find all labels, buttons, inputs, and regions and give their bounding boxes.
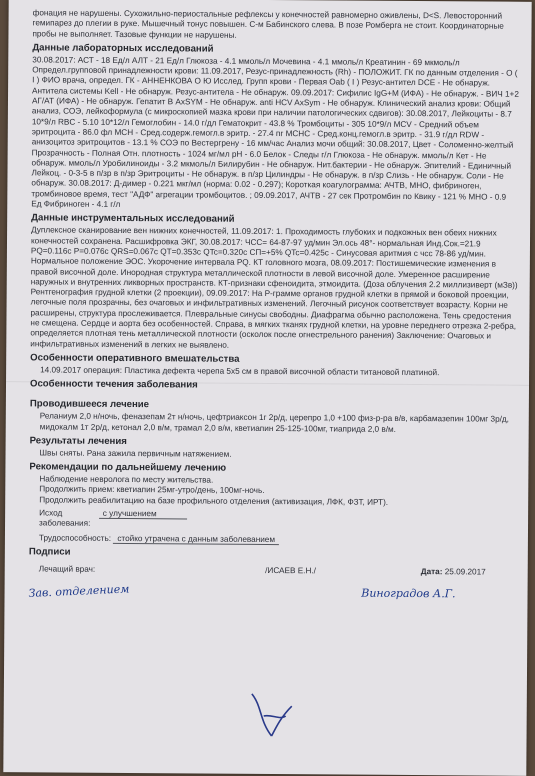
outcome-label: Исход [39,508,63,518]
signature-scribble-icon [241,686,301,746]
doctor-label: Лечащий врач: [38,564,96,574]
recommend-line: Продолжить реабилитацию на базе профильного отделения (активизация, ЛФК, ФЗТ, ИРТ). [39,495,389,507]
work-label: Трудоспособность: [38,532,112,543]
doctor-name: /ИСАЕВ Е.Н./ [265,565,316,576]
intro-paragraph: фонация не нарушены. Сухожильно-периостальные рефлексы у конечностей равномерно оживлены, D<S. Левосторонний гемипарез до плегии в руке. Мышечный тонус повышен. С-м Бабинского слева. В позе Ромберга не стоит. Координаторные пробы не выполняет. Тазовые функции не нарушены. [32,8,504,40]
head-signature-row [28,582,516,601]
instr-title: Данные инструментальных исследований [31,212,235,226]
head-handwritten-name: Виноградов А.Г. [361,586,456,601]
outcome-value: с улучшением [99,509,187,520]
course-title: Особенности течения заболевания [29,378,198,391]
recommend-line: Продолжить прием: кветиапин 25мг-утро/день, 100мг-ночь. [39,484,265,496]
date-block [421,567,486,578]
date-value: 25.09.2017 [444,567,486,577]
recommend-line: Наблюдение невролога по месту жительства. [39,474,214,485]
doctor-signature-row [29,564,516,578]
recommend-title: Рекомендации по дальнейшему лечению [29,461,227,474]
work-row [29,533,516,547]
results-title: Результаты лечения [29,435,127,447]
date-label: Дата: [420,566,443,577]
outcome-row [29,508,516,532]
document-page [3,0,531,776]
treatment-text: Реланиум 2,0 н/ночь, феназепам 2т н/ночь, цефтриаксон 1г 2р/д, церепро 1,0 +100 физ-р-ра в/в, карбамазепин 100мг 3р/д, мидокалм 1т 2р/д, кетонал 2,0 в/м, трамал 2,0 в/м, кветиапин 25-125-100мг, тиаприда 2,0 в/м. [39,411,509,434]
lab-title: Данные лабораторных исследований [32,42,214,55]
surgery-text: 14.09.2017 операция: Пластика дефекта черепа 5х5 см в правой височной области титановой платиной. [40,365,440,378]
document-content [5,0,532,600]
results-text: Швы сняты. Рана зажила первичным натяжением. [39,448,232,459]
signatures-title: Подписи [28,546,71,558]
instr-text: Дуплексное сканирование вен нижних конечностей, 11.09.2017: 1. Проходимость глубоких и подкожных вен обеих нижних конечностей сохранена. Расшифровка ЭКГ, 30.08.2017: ЧСС= 64-87-97 уд/мин Эл.ось 48°- нормальная Инд.Сок.=21.9 PQ=0.116с P=0.076с QRS=0.067с QT=0.353с QTc=0.320с СП=+5% QTc=0.425с - Синусовая аритмия с чсс 78-86 уд/мин. Нормальное положение ЭОС. Укорочение интервала PQ. КТ головного мозга, 08.09.2017: Постишемические изменения в правой височной доле. Инородная структура металлической плотности в левой височной доле. Умеренное расширение наружных и внутренних ликворных пространств. КТ-признаки сфеноидита, этмоидита. (Доза облучения 2.2 миллизиверт (мЗв)) Рентгенография грудной клетки (2 проекции), 09.09.2017: На Р-грамме органов грудной клетки в прямой и боковой проекции, легочные поля прозрачны, без очаговых и инфильтративных изменений. Легочный рисунок соответствует возрасту. Корни не расширены, структура прослеживается. Плевральные синусы свободны. Диафрагма обычно расположена. Тень средостения не смещена. Сердце и аорта без особенностей. Справа, в мягких тканях грудной клетки, на уровне переднего отрезка 2-ребра, определяется плотная тень металлической плотности (осколок после огнестрельного ранения) Заключение: Очаговых и инфильтративных изменений в легких не выявлено. [30,225,518,350]
head-handwritten-label: Зав. отделением [28,582,130,601]
work-value: стойко утрачена с данным заболеванием [113,534,279,545]
lab-text: 30.08.2017: АСТ - 18 Ед/л АЛТ - 21 Ед/л Глюкоза - 4.1 ммоль/л Мочевина - 4.1 ммоль/л Креатинин - 69 мкмоль/л Определ.групповой принадлежности крови: 11.09.2017, Резус-принадлежность (Rh) - ПОЛОЖИТ. ГК по данным отделения - О ( I ) ФИО врача, определ. ГК - АННЕНКОВА О Ю Исслед. Групп крови - Первая Oab ( I ) Резус-антител DCE - Не обнаруж. Антитела системы Kell - Не обнаруж. Резус-антитела - Не обнаруж. 09.09.2017: Сифилис IgG+M (ИФА) - Не обнаруж. - ВИЧ 1+2 АГ/АТ (ИФА) - Не обнаруж. Гепатит В AxSYM - Не обнаруж. anti HCV AxSym - Не обнаруж. Клинический анализ крови: Общий анализ, СОЭ, лейкоформула (с микроскопией мазка крови при наличии патологических сдвигов): 30.08.2017, Лейкоциты - 8.7 10*9/л RBC - 5.10 10*12/л Гемоглобин - 14.0 г/дл Гематокрит - 43.8 % Тромбоциты - 305 10*9/л MCV - Средний объем эритроцита - 86.0 фл МСН - Сред.содерж.гемогл.в эритр. - 27.4 пг МСНС - Сред.конц.гемогл.в эритр. - 31.9 г/дл RDW - анизоцитоз эритроцитов - 13.1 % СОЭ по Вестергрену - 16 мм/час Анализ мочи общий: 30.08.2017, Цвет - Соломенно-желтый Прозрачность - Полная Отн. плотность - 1024 мг/мл рН - 6.0 Белок - Следы г/л Глюкоза - Не обнаруж. ммоль/л Кет - Не обнаруж. ммоль/л Уробилиноиды - 3.2 мкмоль/л Билирубин - Не обнаруж. Нит.бактерии - Не обнаруж. Эпителий - Единичный Лейкоц. - 0-3-5 в п/зр в п/зр Эритроциты - Не обнаруж. в п/зр Цилиндры - Не обнаруж. в п/зр Слизь - Не обнаруж. Соли - Не обнаруж. 30.08.2017: Д-димер - 0.221 мкг/мл (норма: 0.02 - 0.297); Короткая коагулограмма: АЧТВ, МНО, фибриноген, тромбиновое время, тест "АДФ" агрегации тромбоцитов. ; 09.09.2017, АЧТВ - 27 сек Протромбин по Квику - 121 % МНО - 0.9 Ед Фибриноген - 4.1 г/л [31,55,519,210]
surgery-title: Особенности оперативного вмешательства [30,352,240,365]
treatment-title: Проводившееся лечение [29,398,150,411]
outcome-label-2: заболевания: [39,518,91,529]
